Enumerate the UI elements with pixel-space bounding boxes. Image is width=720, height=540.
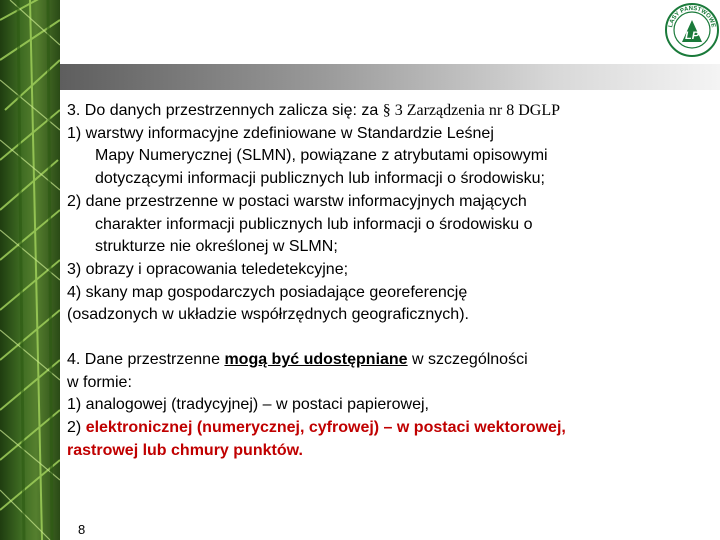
section-4-item-2 xyxy=(67,417,707,440)
section-4-intro xyxy=(67,349,707,372)
regulation-reference: § 3 Zarządzenia nr 8 DGLP xyxy=(382,102,560,119)
section-3-item-3: 3) obrazy i opracowania teledetekcyjne; xyxy=(67,260,349,278)
section-3-item-1-line-3: dotyczącymi informacji publicznych lub informacji o środowisku; xyxy=(95,170,545,188)
section-4-item-2-number: 2) xyxy=(67,419,82,437)
section-3-heading-text: 3. Do danych przestrzennych zalicza się: za xyxy=(67,102,379,119)
pine-needles-graphic xyxy=(0,0,60,540)
section-4-item-1: 1) analogowej (tradycyjnej) – w postaci papierowej, xyxy=(67,396,429,414)
section-4-intro-post: w szczególności xyxy=(412,351,528,369)
section-4-intro-line-2: w formie: xyxy=(67,373,132,391)
slide-content xyxy=(67,100,707,463)
page-number: 8 xyxy=(78,522,86,537)
section-spacer xyxy=(67,327,707,349)
section-4-intro-pre: 4. Dane przestrzenne xyxy=(67,351,220,369)
section-3-item-2-line-3: strukturze nie określonej w SLMN; xyxy=(95,238,338,256)
section-3-item-2-line-2: charakter informacji publicznych lub informacji o środowisku o xyxy=(95,215,533,233)
section-4-intro-emphasis: mogą być udostępniane xyxy=(224,351,408,369)
section-3-item-2-line-1: 2) dane przestrzenne w postaci warstw informacyjnych mających xyxy=(67,192,527,210)
svg-text:LP: LP xyxy=(684,30,700,42)
section-3-item-4-line-2: (osadzonych w układzie współrzędnych geograficznych). xyxy=(67,306,469,324)
section-3-item-1-line-1: 1) warstwy informacyjne zdefiniowane w Standardzie Leśnej xyxy=(67,124,494,142)
section-4-item-2-red-line-2: rastrowej lub chmury punktów. xyxy=(67,441,303,459)
pine-branch-image xyxy=(0,0,60,540)
lasy-panstwowe-logo xyxy=(664,2,720,58)
svg-text:LASY PAŃSTWOWE: LASY PAŃSTWOWE xyxy=(668,5,716,29)
header-gradient-bar xyxy=(60,64,720,90)
section-3-item-4-line-1: 4) skany map gospodarczych posiadające georeferencję xyxy=(67,283,468,301)
section-3-heading xyxy=(67,100,707,123)
section-4-item-2-red-line-1: elektronicznej (numerycznej, cyfrowej) – w postaci wektorowej, xyxy=(85,419,566,437)
section-3-item-1-line-2: Mapy Numerycznej (SLMN), powiązane z atrybutami opisowymi xyxy=(95,147,548,165)
